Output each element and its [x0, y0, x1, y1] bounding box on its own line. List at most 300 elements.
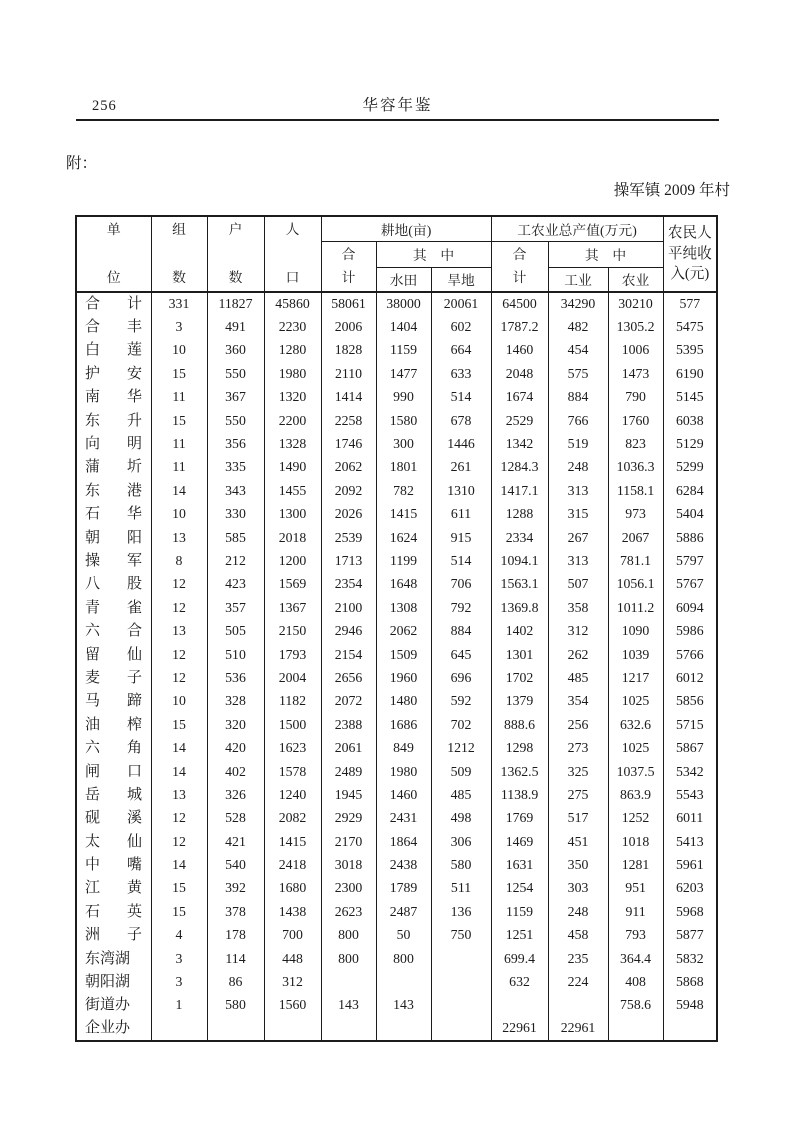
- village-name-cell: 合 丰: [76, 315, 151, 338]
- data-cell: 2230: [264, 315, 321, 338]
- table-row: [76, 783, 717, 806]
- data-cell: 360: [207, 339, 264, 362]
- data-cell: 514: [431, 386, 491, 409]
- data-cell: 392: [207, 877, 264, 900]
- data-cell: [151, 1017, 207, 1040]
- table-body: [76, 292, 717, 1041]
- col-group-output: 工农业总产值(万元): [491, 216, 663, 241]
- data-cell: 86: [207, 970, 264, 993]
- data-cell: 14: [151, 853, 207, 876]
- col-header-farmland-among: 其 中: [376, 241, 491, 267]
- data-cell: 1580: [376, 409, 431, 432]
- data-cell: 1404: [376, 315, 431, 338]
- data-cell: 2334: [491, 526, 548, 549]
- data-cell: 884: [431, 619, 491, 642]
- data-cell: 3018: [321, 853, 376, 876]
- data-cell: 1037.5: [608, 760, 663, 783]
- col-header-agriculture: 农业: [608, 267, 663, 292]
- data-cell: 367: [207, 386, 264, 409]
- data-cell: 823: [608, 432, 663, 455]
- col-header-farmland-total: 合 计: [321, 241, 376, 292]
- data-cell: [431, 1017, 491, 1040]
- data-cell: 267: [548, 526, 608, 549]
- data-cell: 1945: [321, 783, 376, 806]
- data-cell: 262: [548, 643, 608, 666]
- data-cell: 2026: [321, 503, 376, 526]
- data-cell: 664: [431, 339, 491, 362]
- data-cell: 485: [431, 783, 491, 806]
- data-cell: 22961: [548, 1017, 608, 1040]
- data-cell: 514: [431, 549, 491, 572]
- data-cell: 1159: [491, 900, 548, 923]
- data-cell: 1281: [608, 853, 663, 876]
- data-cell: 5767: [663, 573, 717, 596]
- data-cell: 1490: [264, 456, 321, 479]
- village-name-cell: 青 雀: [76, 596, 151, 619]
- data-cell: 1787.2: [491, 315, 548, 338]
- data-cell: 6190: [663, 362, 717, 385]
- data-cell: 1138.9: [491, 783, 548, 806]
- col-group-farmland: 耕地(亩): [321, 216, 491, 241]
- data-cell: 2438: [376, 853, 431, 876]
- table-row: [76, 877, 717, 900]
- data-cell: [608, 1017, 663, 1040]
- data-cell: 1648: [376, 573, 431, 596]
- data-cell: 10: [151, 339, 207, 362]
- col-header-groups: 组 数: [151, 216, 207, 292]
- data-cell: 354: [548, 690, 608, 713]
- data-cell: [376, 1017, 431, 1040]
- data-cell: 378: [207, 900, 264, 923]
- table-row: [76, 924, 717, 947]
- village-name-cell: 石 英: [76, 900, 151, 923]
- data-cell: 10: [151, 503, 207, 526]
- data-cell: 2082: [264, 807, 321, 830]
- data-cell: 58061: [321, 292, 376, 315]
- village-name-cell: 六 合: [76, 619, 151, 642]
- data-cell: 510: [207, 643, 264, 666]
- village-name-cell: 朝 阳 湖: [76, 970, 151, 993]
- data-cell: 2431: [376, 807, 431, 830]
- data-cell: 1200: [264, 549, 321, 572]
- data-cell: 5766: [663, 643, 717, 666]
- village-name-cell: 油 榨: [76, 713, 151, 736]
- data-cell: 2539: [321, 526, 376, 549]
- data-cell: 1789: [376, 877, 431, 900]
- data-cell: 2110: [321, 362, 376, 385]
- data-cell: 5413: [663, 830, 717, 853]
- data-cell: 884: [548, 386, 608, 409]
- table-row: [76, 619, 717, 642]
- data-cell: 793: [608, 924, 663, 947]
- data-cell: 2300: [321, 877, 376, 900]
- data-cell: 14: [151, 760, 207, 783]
- data-cell: 248: [548, 456, 608, 479]
- data-cell: [431, 994, 491, 1017]
- data-cell: 3: [151, 315, 207, 338]
- data-cell: 1252: [608, 807, 663, 830]
- col-header-unit: 单 位: [76, 216, 151, 292]
- data-cell: 1769: [491, 807, 548, 830]
- data-cell: 12: [151, 596, 207, 619]
- data-cell: 2623: [321, 900, 376, 923]
- data-cell: 580: [207, 994, 264, 1017]
- data-cell: 312: [548, 619, 608, 642]
- data-cell: 911: [608, 900, 663, 923]
- data-cell: 781.1: [608, 549, 663, 572]
- data-cell: 5129: [663, 432, 717, 455]
- data-cell: 1212: [431, 736, 491, 759]
- data-cell: 5342: [663, 760, 717, 783]
- data-cell: 1624: [376, 526, 431, 549]
- data-cell: 482: [548, 315, 608, 338]
- data-cell: 2929: [321, 807, 376, 830]
- village-name-cell: 合 计: [76, 292, 151, 315]
- data-cell: 1760: [608, 409, 663, 432]
- book-title: 华容年鉴: [362, 97, 433, 114]
- running-head: [76, 97, 719, 121]
- data-cell: 511: [431, 877, 491, 900]
- data-cell: 800: [376, 947, 431, 970]
- data-cell: 790: [608, 386, 663, 409]
- data-cell: 15: [151, 713, 207, 736]
- data-cell: 6011: [663, 807, 717, 830]
- data-cell: 64500: [491, 292, 548, 315]
- data-cell: 540: [207, 853, 264, 876]
- data-cell: 5715: [663, 713, 717, 736]
- table-row: [76, 994, 717, 1017]
- data-cell: 11: [151, 456, 207, 479]
- data-cell: 114: [207, 947, 264, 970]
- data-cell: 678: [431, 409, 491, 432]
- table-row: [76, 596, 717, 619]
- data-cell: 1367: [264, 596, 321, 619]
- data-cell: 13: [151, 526, 207, 549]
- data-cell: 6012: [663, 666, 717, 689]
- data-cell: 2067: [608, 526, 663, 549]
- data-cell: 12: [151, 666, 207, 689]
- appendix-label: 附：: [66, 155, 98, 172]
- data-cell: 2018: [264, 526, 321, 549]
- data-cell: 15: [151, 409, 207, 432]
- table-row: [76, 807, 717, 830]
- data-cell: 12: [151, 807, 207, 830]
- data-cell: 1509: [376, 643, 431, 666]
- data-cell: 136: [431, 900, 491, 923]
- data-cell: 12: [151, 830, 207, 853]
- data-cell: 1560: [264, 994, 321, 1017]
- data-cell: 1240: [264, 783, 321, 806]
- data-cell: 315: [548, 503, 608, 526]
- table-row: [76, 1017, 717, 1040]
- village-name-cell: 江 黄: [76, 877, 151, 900]
- data-cell: 951: [608, 877, 663, 900]
- data-cell: 2388: [321, 713, 376, 736]
- data-cell: 1680: [264, 877, 321, 900]
- data-cell: [264, 1017, 321, 1040]
- data-cell: 6094: [663, 596, 717, 619]
- data-cell: 15: [151, 877, 207, 900]
- table-row: [76, 713, 717, 736]
- data-cell: 1288: [491, 503, 548, 526]
- data-cell: 1039: [608, 643, 663, 666]
- village-statistics-table: [75, 215, 718, 1042]
- data-cell: 5856: [663, 690, 717, 713]
- village-name-cell: 太 仙: [76, 830, 151, 853]
- table-row: [76, 386, 717, 409]
- data-cell: 2656: [321, 666, 376, 689]
- data-cell: 1280: [264, 339, 321, 362]
- data-cell: 766: [548, 409, 608, 432]
- data-cell: 2092: [321, 479, 376, 502]
- village-name-cell: 洲 子: [76, 924, 151, 947]
- data-cell: 758.6: [608, 994, 663, 1017]
- table-row: [76, 479, 717, 502]
- data-cell: 2154: [321, 643, 376, 666]
- data-cell: 1379: [491, 690, 548, 713]
- data-cell: 5986: [663, 619, 717, 642]
- data-cell: 358: [548, 596, 608, 619]
- data-cell: 5832: [663, 947, 717, 970]
- table-row: [76, 362, 717, 385]
- data-cell: 1284.3: [491, 456, 548, 479]
- data-cell: 2489: [321, 760, 376, 783]
- data-cell: 423: [207, 573, 264, 596]
- data-cell: 6284: [663, 479, 717, 502]
- village-name-cell: 向 明: [76, 432, 151, 455]
- data-cell: 1686: [376, 713, 431, 736]
- data-cell: 2062: [321, 456, 376, 479]
- data-cell: 2170: [321, 830, 376, 853]
- col-header-households: 户 数: [207, 216, 264, 292]
- data-cell: 8: [151, 549, 207, 572]
- data-cell: [207, 1017, 264, 1040]
- data-cell: 34290: [548, 292, 608, 315]
- data-cell: 343: [207, 479, 264, 502]
- data-cell: 2062: [376, 619, 431, 642]
- data-cell: 700: [264, 924, 321, 947]
- data-cell: 990: [376, 386, 431, 409]
- data-cell: 1305.2: [608, 315, 663, 338]
- data-cell: 973: [608, 503, 663, 526]
- data-cell: 1415: [376, 503, 431, 526]
- data-cell: 1438: [264, 900, 321, 923]
- data-cell: 2354: [321, 573, 376, 596]
- page-number: 256: [92, 98, 117, 114]
- village-name-cell: 六 角: [76, 736, 151, 759]
- data-cell: 458: [548, 924, 608, 947]
- data-cell: 6038: [663, 409, 717, 432]
- data-cell: 5886: [663, 526, 717, 549]
- data-cell: 13: [151, 619, 207, 642]
- data-cell: 505: [207, 619, 264, 642]
- data-cell: 1: [151, 994, 207, 1017]
- data-cell: 300: [376, 432, 431, 455]
- data-cell: 212: [207, 549, 264, 572]
- data-cell: 1301: [491, 643, 548, 666]
- data-cell: 5404: [663, 503, 717, 526]
- data-cell: 335: [207, 456, 264, 479]
- data-cell: 6203: [663, 877, 717, 900]
- data-cell: 1310: [431, 479, 491, 502]
- village-name-cell: 砚 溪: [76, 807, 151, 830]
- data-cell: 5543: [663, 783, 717, 806]
- data-cell: 1342: [491, 432, 548, 455]
- village-name-cell: 闸 口: [76, 760, 151, 783]
- data-cell: 750: [431, 924, 491, 947]
- data-cell: 519: [548, 432, 608, 455]
- village-name-cell: 岳 城: [76, 783, 151, 806]
- data-cell: 528: [207, 807, 264, 830]
- data-cell: 5867: [663, 736, 717, 759]
- data-cell: 331: [151, 292, 207, 315]
- table-row: [76, 339, 717, 362]
- data-cell: 1702: [491, 666, 548, 689]
- data-cell: 2150: [264, 619, 321, 642]
- col-header-output-among: 其 中: [548, 241, 663, 267]
- data-cell: 611: [431, 503, 491, 526]
- data-cell: 326: [207, 783, 264, 806]
- data-cell: 14: [151, 479, 207, 502]
- data-cell: 3: [151, 947, 207, 970]
- village-name-cell: 麦 子: [76, 666, 151, 689]
- data-cell: 1477: [376, 362, 431, 385]
- data-cell: 550: [207, 362, 264, 385]
- table-row: [76, 736, 717, 759]
- data-cell: 1254: [491, 877, 548, 900]
- table-row: [76, 292, 717, 315]
- data-cell: 15: [151, 362, 207, 385]
- data-cell: 1018: [608, 830, 663, 853]
- data-cell: [491, 994, 548, 1017]
- data-cell: 1417.1: [491, 479, 548, 502]
- data-cell: 2061: [321, 736, 376, 759]
- data-cell: 517: [548, 807, 608, 830]
- data-cell: [431, 970, 491, 993]
- data-cell: 50: [376, 924, 431, 947]
- data-cell: [321, 970, 376, 993]
- data-cell: 1980: [376, 760, 431, 783]
- data-cell: 702: [431, 713, 491, 736]
- data-cell: 1801: [376, 456, 431, 479]
- table-row: [76, 690, 717, 713]
- data-cell: 792: [431, 596, 491, 619]
- data-cell: 5797: [663, 549, 717, 572]
- data-cell: 5475: [663, 315, 717, 338]
- data-cell: 5145: [663, 386, 717, 409]
- data-cell: 320: [207, 713, 264, 736]
- data-cell: 2100: [321, 596, 376, 619]
- data-cell: 592: [431, 690, 491, 713]
- col-header-dryland: 旱地: [431, 267, 491, 292]
- data-cell: [548, 994, 608, 1017]
- data-cell: [321, 1017, 376, 1040]
- data-cell: 1320: [264, 386, 321, 409]
- data-cell: 1415: [264, 830, 321, 853]
- data-cell: 550: [207, 409, 264, 432]
- data-cell: [376, 970, 431, 993]
- data-cell: 1569: [264, 573, 321, 596]
- data-cell: 915: [431, 526, 491, 549]
- data-cell: 888.6: [491, 713, 548, 736]
- data-cell: 11827: [207, 292, 264, 315]
- col-header-income: 农民人 平纯收 入(元): [663, 216, 717, 292]
- table-caption: 操军镇 2009 年村: [613, 182, 730, 199]
- data-cell: 1298: [491, 736, 548, 759]
- data-cell: 5948: [663, 994, 717, 1017]
- data-cell: 1158.1: [608, 479, 663, 502]
- data-cell: 1025: [608, 690, 663, 713]
- data-cell: 1455: [264, 479, 321, 502]
- data-cell: 1414: [321, 386, 376, 409]
- data-cell: 2200: [264, 409, 321, 432]
- data-cell: 1251: [491, 924, 548, 947]
- table-row: [76, 573, 717, 596]
- data-cell: 585: [207, 526, 264, 549]
- data-cell: 1308: [376, 596, 431, 619]
- village-name-cell: 中 嘴: [76, 853, 151, 876]
- data-cell: 536: [207, 666, 264, 689]
- table-row: [76, 970, 717, 993]
- data-cell: 632: [491, 970, 548, 993]
- data-cell: 275: [548, 783, 608, 806]
- data-cell: 408: [608, 970, 663, 993]
- data-cell: 699.4: [491, 947, 548, 970]
- data-cell: 1159: [376, 339, 431, 362]
- data-cell: 143: [376, 994, 431, 1017]
- data-cell: 143: [321, 994, 376, 1017]
- data-cell: 1563.1: [491, 573, 548, 596]
- data-cell: 4: [151, 924, 207, 947]
- data-cell: 1864: [376, 830, 431, 853]
- data-cell: 2418: [264, 853, 321, 876]
- village-name-cell: 石 华: [76, 503, 151, 526]
- data-cell: 303: [548, 877, 608, 900]
- table-row: [76, 432, 717, 455]
- data-cell: 2946: [321, 619, 376, 642]
- data-cell: 1362.5: [491, 760, 548, 783]
- data-cell: 350: [548, 853, 608, 876]
- data-cell: 1369.8: [491, 596, 548, 619]
- data-cell: 11: [151, 386, 207, 409]
- data-cell: 1480: [376, 690, 431, 713]
- table-row: [76, 409, 717, 432]
- data-cell: 421: [207, 830, 264, 853]
- village-name-cell: 操 军: [76, 549, 151, 572]
- village-name-cell: 东 港: [76, 479, 151, 502]
- data-cell: 357: [207, 596, 264, 619]
- data-cell: 1828: [321, 339, 376, 362]
- data-cell: 402: [207, 760, 264, 783]
- data-cell: 2006: [321, 315, 376, 338]
- data-cell: 313: [548, 479, 608, 502]
- data-cell: 273: [548, 736, 608, 759]
- data-cell: 325: [548, 760, 608, 783]
- data-cell: 235: [548, 947, 608, 970]
- data-cell: 2004: [264, 666, 321, 689]
- data-cell: 782: [376, 479, 431, 502]
- table-row: [76, 666, 717, 689]
- data-cell: 580: [431, 853, 491, 876]
- village-name-cell: 街 道 办: [76, 994, 151, 1017]
- data-cell: 485: [548, 666, 608, 689]
- data-cell: 633: [431, 362, 491, 385]
- data-cell: 330: [207, 503, 264, 526]
- data-cell: 1025: [608, 736, 663, 759]
- data-cell: 1182: [264, 690, 321, 713]
- data-cell: 1006: [608, 339, 663, 362]
- table-header: [76, 216, 717, 292]
